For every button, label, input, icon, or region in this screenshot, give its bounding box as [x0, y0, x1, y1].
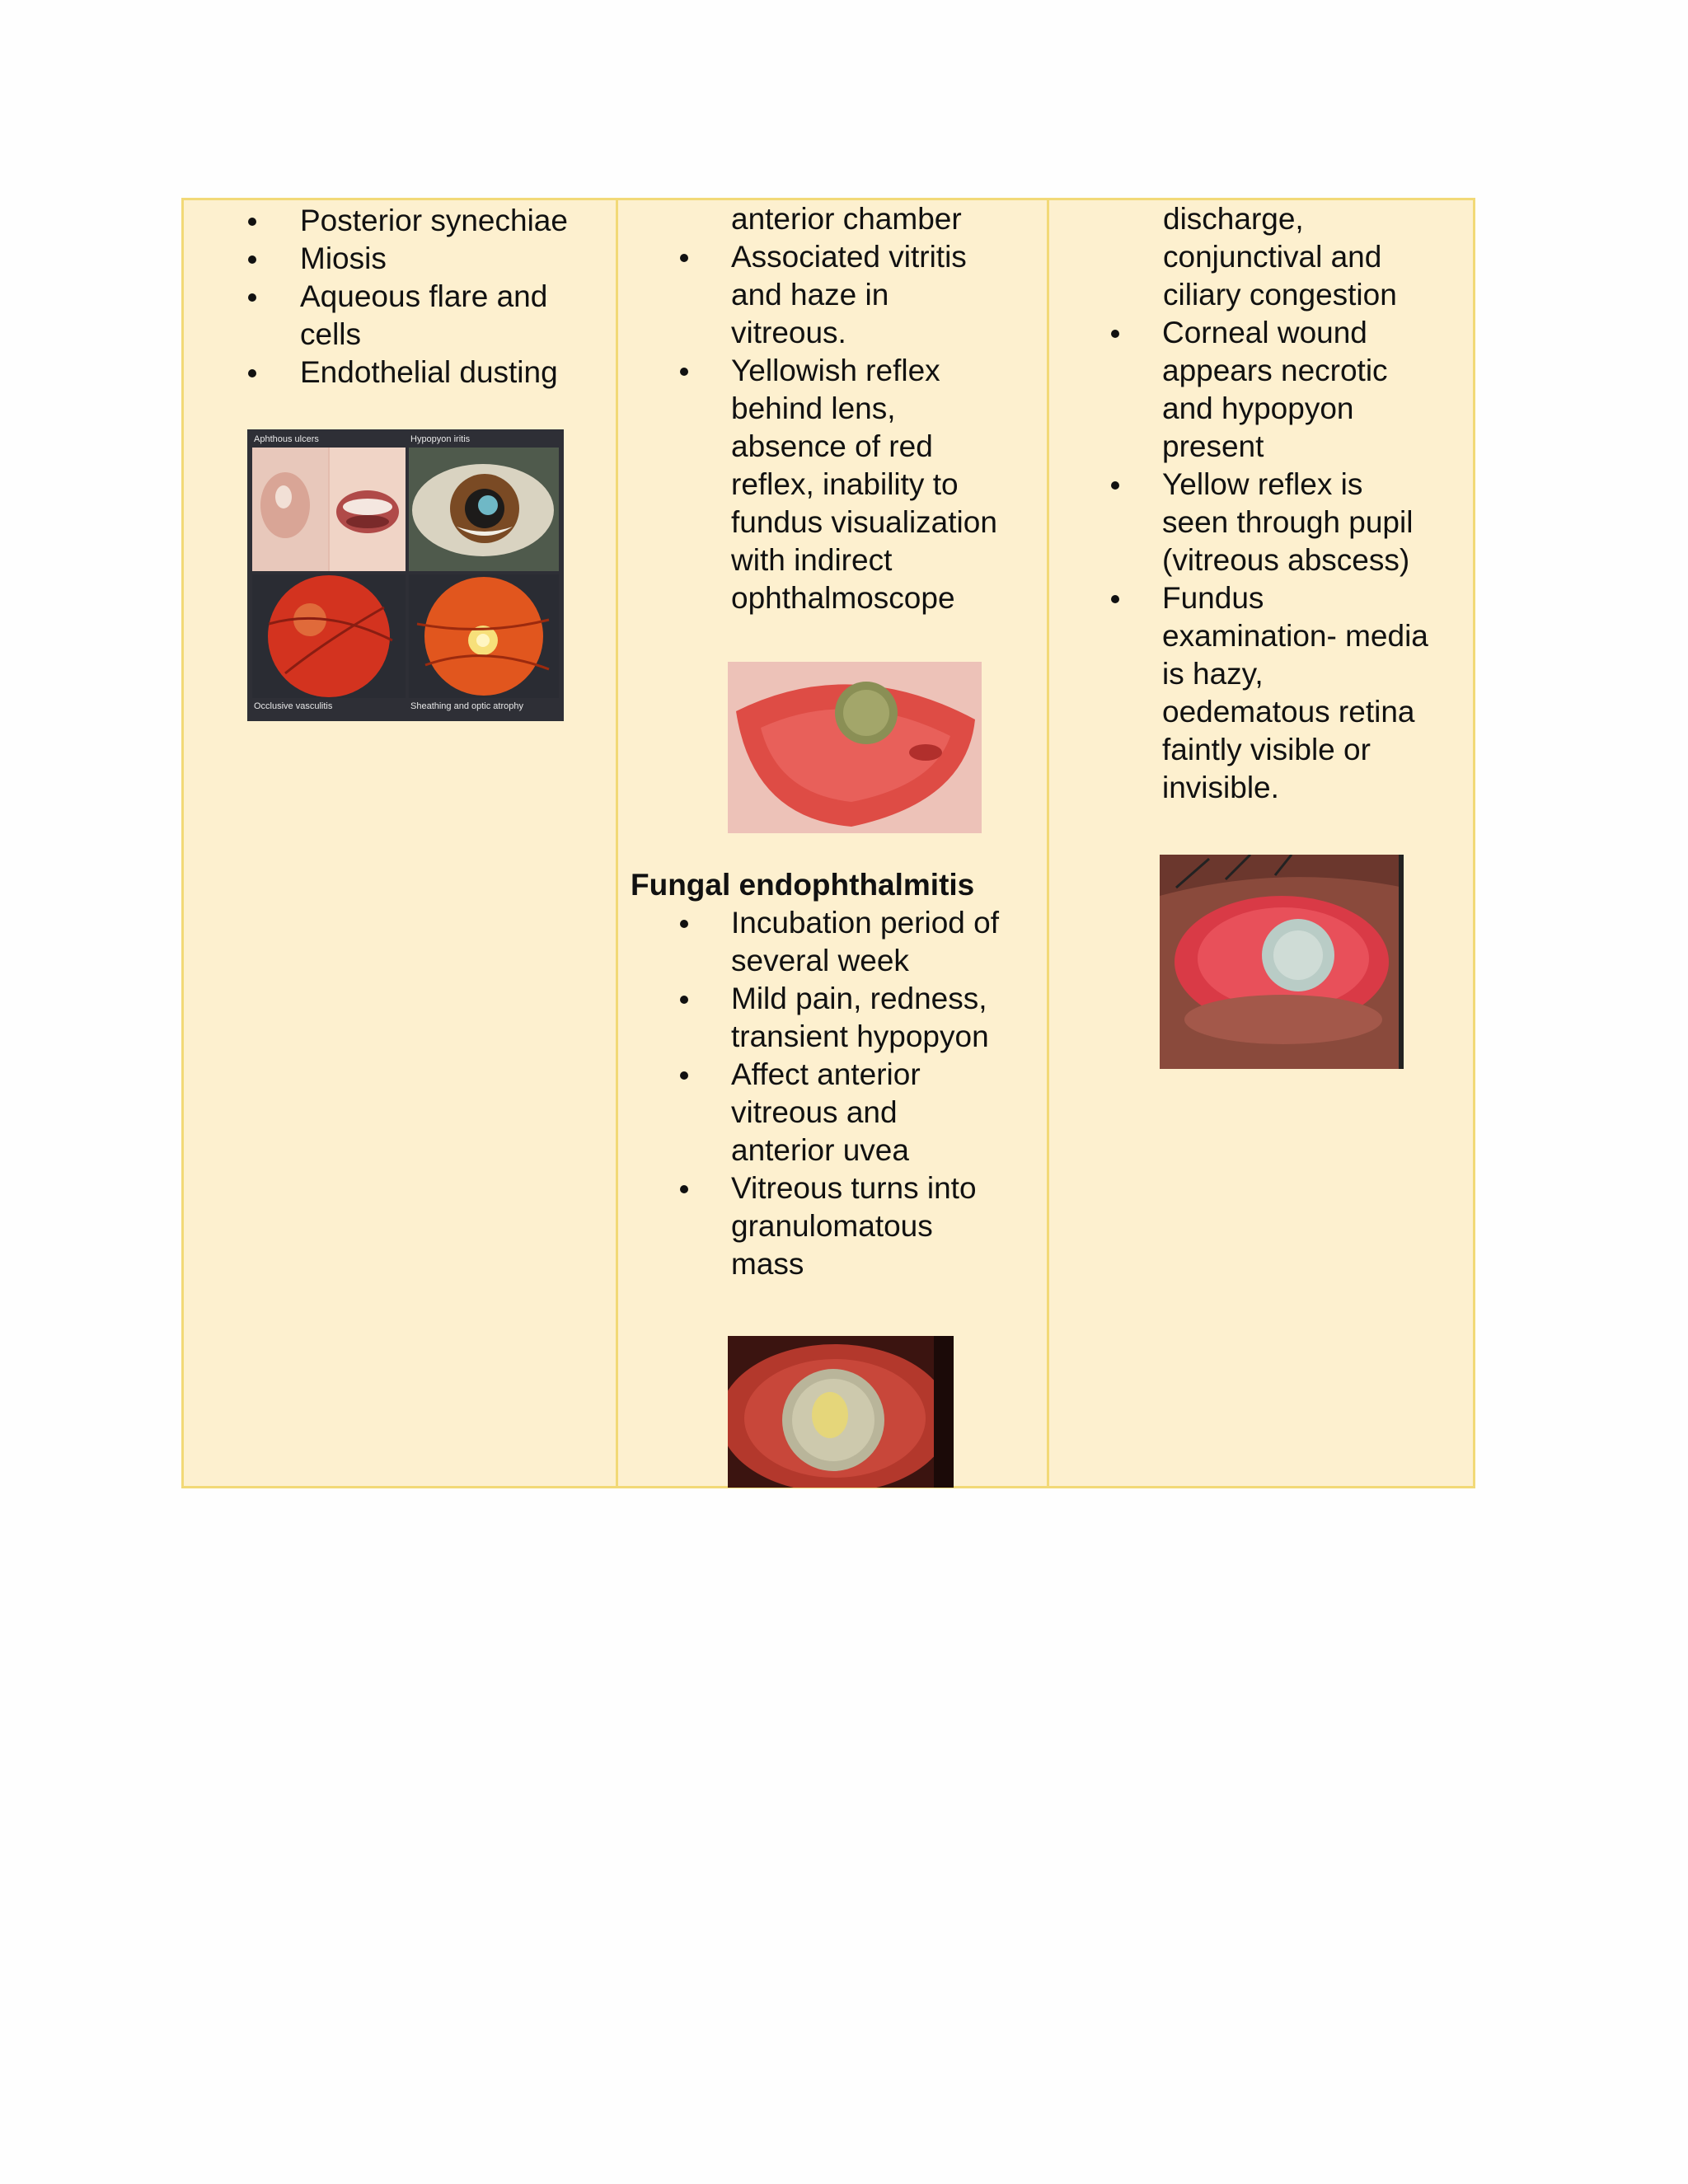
- list-item-text: examination- media: [1162, 619, 1428, 653]
- list-item: [1047, 314, 1475, 466]
- list-item-text: vitreous and: [731, 1095, 898, 1129]
- list-item-text: anterior uvea: [731, 1133, 909, 1167]
- list-item-text: fundus visualization: [731, 505, 997, 539]
- list-item-text: ciliary congestion: [1163, 278, 1397, 312]
- list-item-text: (vitreous abscess): [1162, 543, 1410, 577]
- list-item-text: Mild pain, redness,: [731, 982, 987, 1015]
- bullet-icon: [248, 218, 256, 226]
- list-item-text: Endothelial dusting: [300, 355, 558, 389]
- list-item-text: Affect anterior: [731, 1057, 921, 1091]
- bullet-icon: [1111, 595, 1119, 603]
- bullet-list: [616, 904, 1047, 1283]
- list-item-text: Miosis: [300, 241, 387, 275]
- list-item: [616, 1169, 1047, 1283]
- list-item: [184, 202, 616, 240]
- bullet-icon: [680, 254, 688, 262]
- bullet-icon: [680, 368, 688, 376]
- bullet-icon: [680, 996, 688, 1004]
- list-item-text: Incubation period of: [731, 906, 1000, 940]
- bullet-icon: [248, 369, 256, 377]
- collage-ulcer-photos: [252, 448, 406, 571]
- list-item-text: ophthalmoscope: [731, 581, 955, 615]
- bullet-list: [1047, 314, 1475, 807]
- list-item-text: with indirect: [731, 543, 893, 577]
- list-item: [616, 1056, 1047, 1169]
- bullet-icon: [248, 255, 256, 264]
- bullet-icon: [1111, 330, 1119, 338]
- list-item-text: Corneal wound: [1162, 316, 1367, 349]
- fungal-section: [616, 866, 1047, 1283]
- list-item-text: present: [1162, 429, 1264, 463]
- continued-text: anterior chamber: [731, 202, 962, 236]
- list-item: [1047, 579, 1475, 807]
- list-item-text: transient hypopyon: [731, 1019, 989, 1053]
- continued-text: [1047, 200, 1475, 314]
- table-column-3: [1047, 200, 1475, 1486]
- list-item-text: mass: [731, 1247, 804, 1281]
- collage-caption: Aphthous ulcers: [254, 434, 319, 444]
- bullet-list: [184, 202, 616, 391]
- list-item-text: reflex, inability to: [731, 467, 959, 501]
- collage-optic-atrophy-fundus: [409, 574, 559, 698]
- collage-caption: Sheathing and optic atrophy: [410, 701, 523, 711]
- list-item-text: granulomatous: [731, 1209, 933, 1243]
- list-item: [184, 240, 616, 278]
- list-item-text: behind lens,: [731, 391, 896, 425]
- behcet-findings-collage: [247, 429, 564, 721]
- list-item-text: invisible.: [1162, 771, 1279, 804]
- list-item: [184, 278, 616, 354]
- table-column-1: [184, 200, 618, 1486]
- corneal-wound-eye-photo: [1160, 855, 1404, 1069]
- list-item: [1047, 466, 1475, 579]
- bullet-list: [616, 238, 1047, 617]
- list-item-text: faintly visible or: [1162, 733, 1371, 766]
- collage-hypopyon-photo: [409, 448, 559, 571]
- list-item-text: Aqueous flare and: [300, 279, 548, 313]
- collage-caption: Occlusive vasculitis: [254, 701, 333, 711]
- clinical-features-table: [181, 198, 1475, 1488]
- list-item: [616, 352, 1047, 617]
- list-item-text: conjunctival and: [1163, 240, 1382, 274]
- fungal-endophthalmitis-photo: [728, 1336, 954, 1488]
- list-item-text: is hazy,: [1162, 657, 1264, 691]
- collage-vasculitis-fundus: [252, 574, 406, 698]
- list-item-text: Vitreous turns into: [731, 1171, 977, 1205]
- list-item-text: vitreous.: [731, 316, 846, 349]
- list-item-text: and haze in: [731, 278, 889, 312]
- list-item-text: absence of red: [731, 429, 933, 463]
- bullet-icon: [680, 1185, 688, 1193]
- list-item: [616, 904, 1047, 980]
- list-item-text: several week: [731, 944, 909, 977]
- list-item: [616, 238, 1047, 352]
- section-heading: Fungal endophthalmitis: [631, 868, 975, 902]
- list-item-text: cells: [300, 317, 362, 351]
- bullet-icon: [680, 1071, 688, 1080]
- list-item-text: Yellowish reflex: [731, 354, 940, 387]
- list-item-text: Associated vitritis: [731, 240, 967, 274]
- list-item-text: seen through pupil: [1162, 505, 1414, 539]
- list-item: [616, 980, 1047, 1056]
- bullet-icon: [1111, 481, 1119, 490]
- list-item-text: Fundus: [1162, 581, 1264, 615]
- list-item-text: oedematous retina: [1162, 695, 1415, 729]
- collage-caption: Hypopyon iritis: [410, 434, 471, 444]
- list-item-text: appears necrotic: [1162, 354, 1388, 387]
- list-item-text: and hypopyon: [1162, 391, 1354, 425]
- bullet-icon: [680, 920, 688, 928]
- endophthalmitis-eye-photo: [728, 662, 982, 833]
- list-item-text: discharge,: [1163, 202, 1304, 236]
- list-item-text: Yellow reflex is: [1162, 467, 1363, 501]
- table-column-2: [616, 200, 1049, 1486]
- list-item: [184, 354, 616, 391]
- bullet-icon: [248, 293, 256, 302]
- list-item-text: Posterior synechiae: [300, 204, 568, 237]
